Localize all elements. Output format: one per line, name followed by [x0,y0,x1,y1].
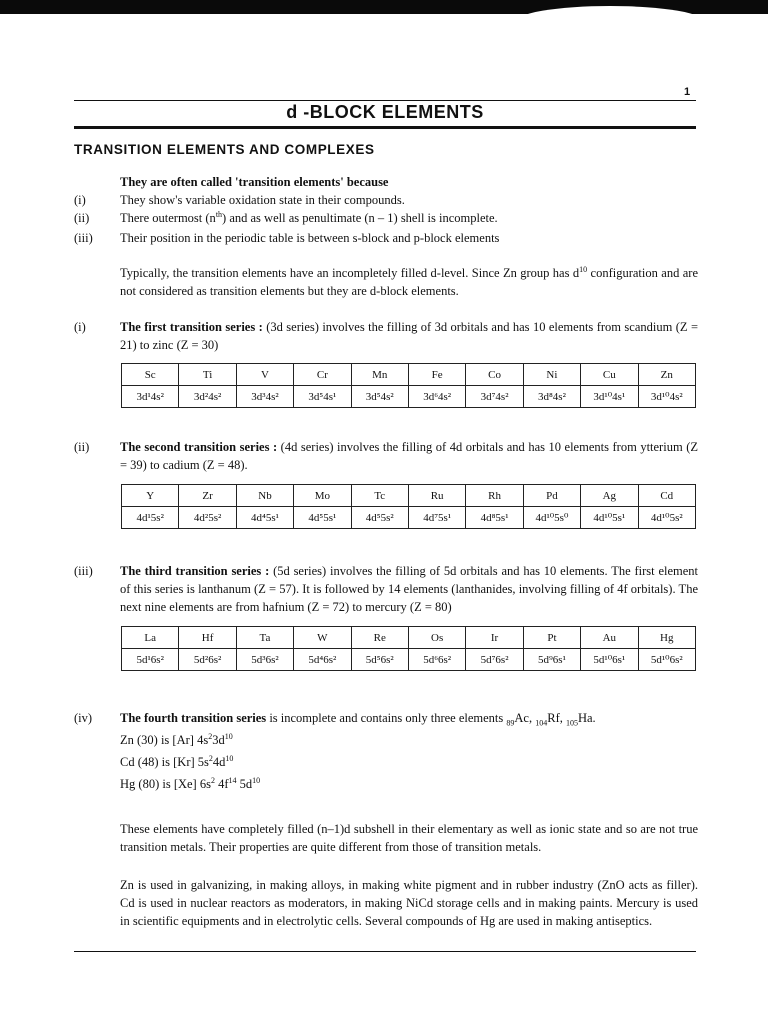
electron-configuration: 5d³6s² [236,649,293,671]
element-symbol: Ta [236,627,293,649]
element-symbol: Cu [581,364,638,386]
series-marker: (iv) [74,711,93,725]
element-symbol: Mo [294,485,351,507]
element-symbol: Fe [408,364,465,386]
electron-configuration: 5d²6s² [179,649,236,671]
electron-configuration: 3d¹4s² [122,386,179,408]
electron-configuration: 3d⁷4s² [466,386,523,408]
electron-configuration: 5d¹⁰6s¹ [581,649,638,671]
element-symbol: Ni [523,364,580,386]
element-symbol: W [294,627,351,649]
electron-configuration: 3d²4s² [179,386,236,408]
config-row [122,386,696,408]
element-row [122,485,696,507]
electron-configuration: 4d⁸5s¹ [466,507,523,529]
cd-configuration: Cd (48) is [Kr] $5s^24d^{10}$ [120,753,234,769]
element-symbol: Os [408,627,465,649]
element-symbol: Hf [179,627,236,649]
element-symbol: Nb [236,485,293,507]
electron-configuration: 5d⁵6s² [351,649,408,671]
intro-note: Typically, the transition elements have an incompletely filled d-level. Since Zn group has $d^{10}$ configuration and are not considered as transition elements but they are d-block elements. [120,264,698,298]
element-symbol: Sc [122,364,179,386]
page-number: 1 [684,86,691,98]
series-3-table [121,626,696,671]
electron-configuration: 5d¹⁰6s² [638,649,695,671]
electron-configuration: 5d⁴6s² [294,649,351,671]
hg-configuration: Hg (80) is [Xe] $6s^2$ $4f^{14}$ $5d^{10}$ [120,775,261,791]
electron-configuration: 4d⁵5s¹ [294,507,351,529]
element-symbol: Co [466,364,523,386]
series-2-table [121,484,696,529]
electron-configuration: 3d⁶4s² [408,386,465,408]
electron-configuration: 4d¹⁰5s⁰ [523,507,580,529]
series-marker: (iii) [74,564,93,578]
element-symbol: V [236,364,293,386]
element-symbol: Mn [351,364,408,386]
electron-configuration: 4d¹⁰5s² [638,507,695,529]
series-2-description: The second transition series : (4d series) involves the filling of 4d orbitals and has 10 elements from ytterium (Z = 39) to cadium (Z = 48). [120,440,698,472]
header-rule-thick [74,126,696,129]
electron-configuration: 4d¹⁰5s¹ [581,507,638,529]
element-symbol: Zn [638,364,695,386]
electron-configuration: 4d⁵5s² [351,507,408,529]
element-symbol: Pt [523,627,580,649]
element-symbol: Hg [638,627,695,649]
electron-configuration: 4d⁷5s¹ [408,507,465,529]
point-text: There outermost $(n^{th})$ and as well as penultimate (n – 1) shell is incomplete. [120,209,498,225]
series-3-description: The third transition series : (5d series) involves the filling of 5d orbitals and has 10 elements. The first element of this series is lanthanum (Z = 57). It is followed by 14 elements (lanthanides, involving filling of 4f orbitals). The next nine elements are from hafnium (Z = 72) to mercury (Z = 80) [120,564,699,614]
point-marker: (iii) [74,231,93,245]
element-symbol: La [122,627,179,649]
electron-configuration: 5d⁶6s² [408,649,465,671]
element-symbol: Au [581,627,638,649]
config-row [122,649,696,671]
element-symbol: Rh [466,485,523,507]
element-symbol: Tc [351,485,408,507]
electron-configuration: 3d³4s² [236,386,293,408]
electron-configuration: 3d⁸4s² [523,386,580,408]
element-symbol: Y [122,485,179,507]
element-symbol: Ag [581,485,638,507]
point-text: They show's variable oxidation state in their compounds. [120,193,405,207]
section-title: TRANSITION ELEMENTS AND COMPLEXES [74,142,375,157]
element-symbol: Zr [179,485,236,507]
element-symbol: Ru [408,485,465,507]
element-symbol: Cr [294,364,351,386]
electron-configuration: 3d¹⁰4s¹ [581,386,638,408]
series-1-table [121,363,696,408]
element-row [122,364,696,386]
uses-paragraph: Zn is used in galvanizing, in making alloys, in making white pigment and in rubber industry (ZnO acts as filler). Cd is used in nuclear reactors as moderators, in making NiCd storage cells and in making paints. Mercury is used in scientific equipments and in electrolytic cells. Several compounds of Hg are used in making antiseptics. [120,878,698,928]
element-symbol: Ti [179,364,236,386]
intro-heading: They are often called 'transition elements' because [120,175,389,189]
electron-configuration: 5d⁹6s¹ [523,649,580,671]
zn-configuration: Zn (30) is [Ar] $4s^23d^{10}$ [120,731,233,747]
electron-configuration: 3d¹⁰4s² [638,386,695,408]
series-4-description: The fourth transition series is incomplete and contains only three elements $_{89}$Ac, $_{104}$Rf, $_{105}$Ha. [120,711,596,728]
electron-configuration: 5d¹6s² [122,649,179,671]
filled-subshell-paragraph: These elements have completely filled (n–1)d subshell in their elementary as well as ionic state and so are not true transition metals. Their properties are quite different from those of transition metals. [120,822,698,854]
point-text: Their position in the periodic table is between s-block and p-block elements [120,231,500,245]
electron-configuration: 3d⁵4s¹ [294,386,351,408]
element-symbol: Re [351,627,408,649]
series-marker: (ii) [74,440,90,454]
element-symbol: Ir [466,627,523,649]
electron-configuration: 4d²5s² [179,507,236,529]
point-marker: (i) [74,193,86,207]
footer-rule [74,951,696,952]
series-marker: (i) [74,320,86,334]
element-symbol: Cd [638,485,695,507]
config-row [122,507,696,529]
element-row [122,627,696,649]
electron-configuration: 4d¹5s² [122,507,179,529]
electron-configuration: 3d⁵4s² [351,386,408,408]
electron-configuration: 4d⁴5s¹ [236,507,293,529]
element-symbol: Pd [523,485,580,507]
chapter-title: d -BLOCK ELEMENTS [286,102,484,122]
series-1-description: The first transition series : (3d series) involves the filling of 3d orbitals and has 10 elements from scandium (Z = 21) to zinc (Z = 30) [120,320,698,352]
point-marker: (ii) [74,211,90,225]
header-rule [74,100,696,101]
electron-configuration: 5d⁷6s² [466,649,523,671]
